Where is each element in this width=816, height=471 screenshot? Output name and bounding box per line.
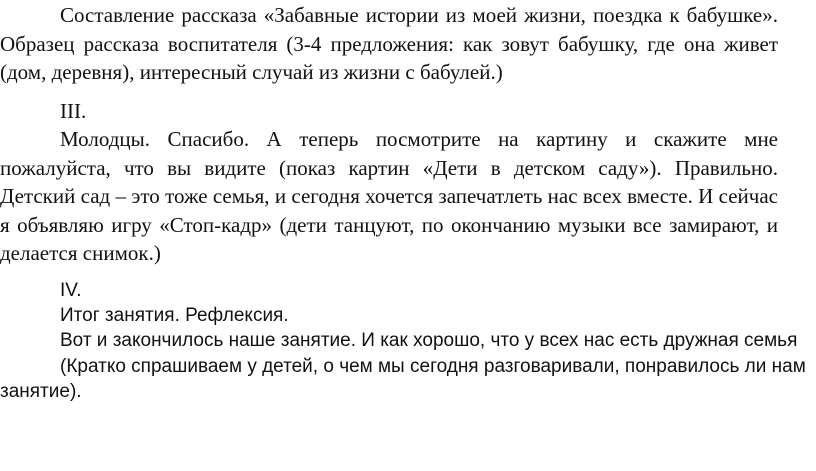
- section-heading-iii: III.: [60, 99, 87, 123]
- paragraph-picture-discussion: Молодцы. Спасибо. А теперь посмотрите на картину и скажите мне пожалуйста, что вы видите (показ картин «Дети в детском саду»). Правильно. Детский сад – это тоже семья, и сегодня хочется запечатлеть нас всех вместе. И сейчас я объявляю игру «Стоп-кадр» (дети танцуют, по окончанию музыки все замирают, и делается снимок.): [0, 127, 778, 265]
- paragraph-reflection-line-2: занятие).: [0, 381, 82, 402]
- paragraph-lesson-ended: Вот и закончилось наше занятие. И как хорошо, что у всех нас есть дружная семья: [60, 330, 798, 351]
- paragraph-story-task: Составление рассказа «Забавные истории из моей жизни, поездка к бабушке». Образец рассказа воспитателя (3-4 предложения: как зовут бабушку, где она живет (дом, деревня), интересный случай из жизни с бабулей.): [0, 3, 778, 84]
- paragraph-reflection-line-1: (Кратко спрашиваем у детей, о чем мы сегодня разговаривали, понравилось ли нам: [60, 356, 806, 377]
- section-title-summary: Итог занятия. Рефлексия.: [60, 305, 289, 326]
- section-heading-iv: IV.: [60, 280, 82, 301]
